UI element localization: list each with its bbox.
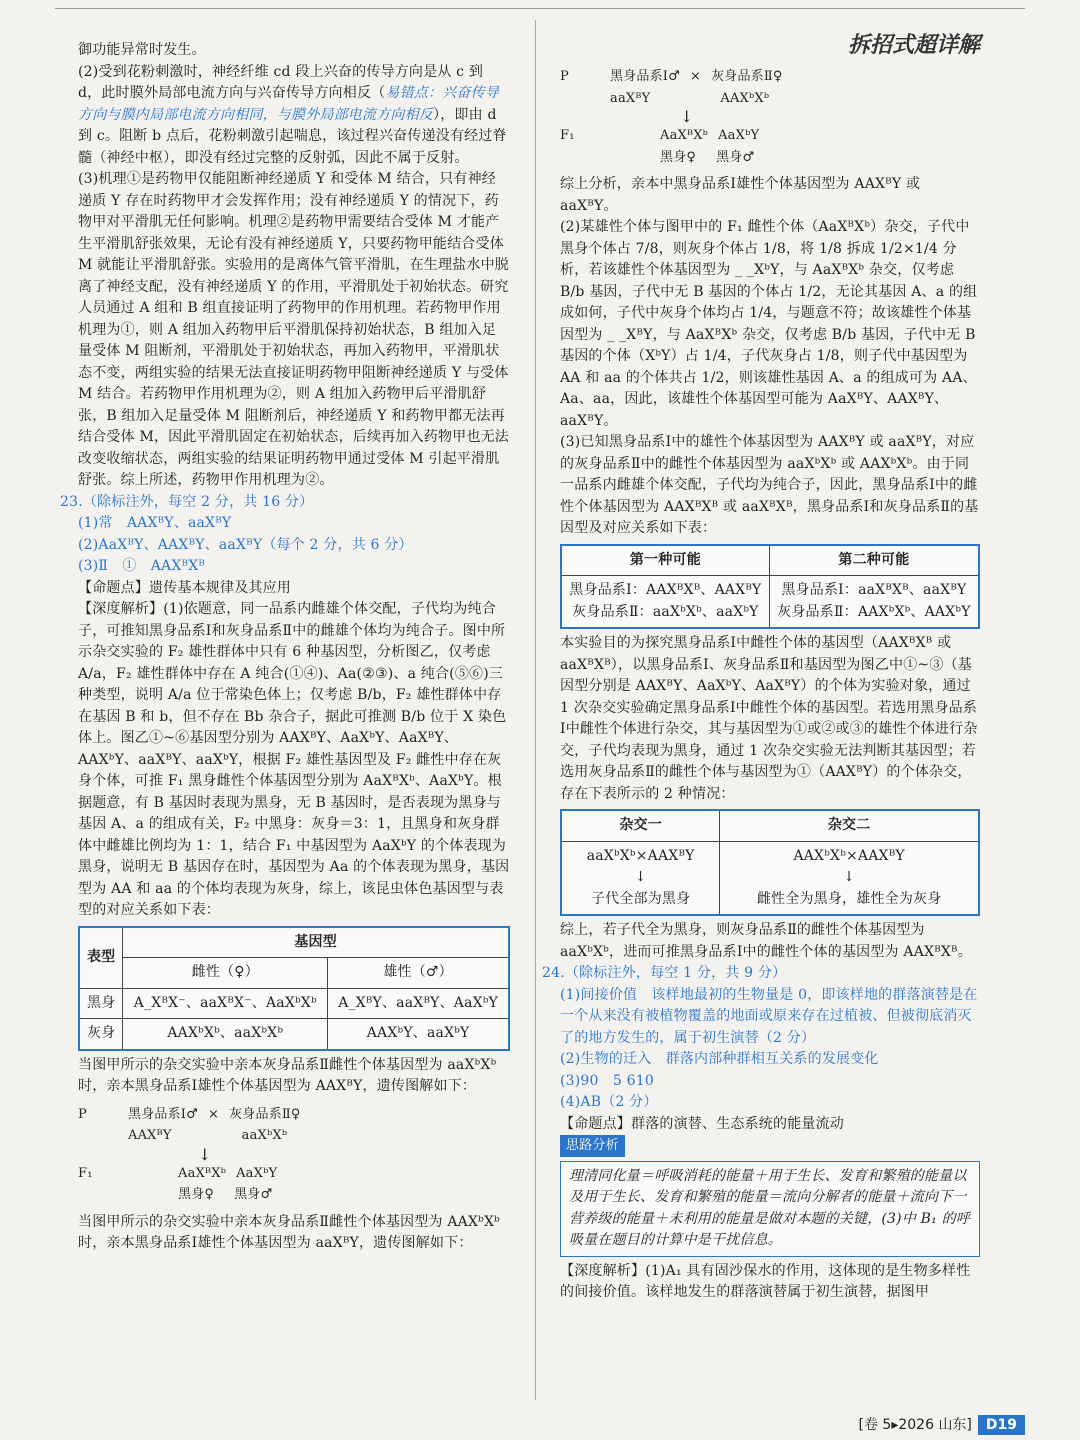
- genotype-table: [78, 926, 510, 1051]
- footer: [859, 1414, 1026, 1434]
- q23-point: 【命题点】遗传基本规律及其应用: [78, 579, 291, 596]
- top-rule: [55, 8, 1025, 9]
- th-genotype: 基因型: [123, 927, 509, 958]
- cross-diagram-2: P 黑身品系Ⅰ♂ × 灰身品系Ⅱ♀ aaXᴮY AAXᵇXᵇ ↓ F₁ AaXᴮXᵇ AaXᵇY 黑身♀ 黑身♂: [560, 66, 980, 168]
- cross-table: 杂交一 杂交二 aaXᵇXᵇ×AAXᴮY ↓ 子代全部为黑身 AAXᵇXᵇ×AAXᴮY ↓ 雌性全为黑身，雄性全为灰身: [560, 809, 980, 916]
- th-male: 雄性（♂）: [328, 958, 509, 989]
- q24-answer-4: (4)AB（2 分）: [560, 1094, 658, 1110]
- page-number: D19: [978, 1415, 1025, 1435]
- table-row: aaXᵇXᵇ×AAXᴮY ↓ 子代全部为黑身 AAXᵇXᵇ×AAXᴮY ↓ 雌性全为黑身，雄性全为灰身: [561, 841, 979, 915]
- q24-answer-2: (2)生物的迁入 群落内部种群相互关系的发展变化: [560, 1051, 879, 1067]
- q23-answer-3: (3)Ⅱ ① AAXᴮXᴮ: [78, 558, 206, 574]
- q23-answer-1: (1)常 AAXᴮY、aaXᴮY: [78, 515, 232, 531]
- table-row: 黑身 A_XᴮX⁻、aaXᴮX⁻、AaXᵇXᵇ A_XᴮY、aaXᴮY、AaXᵇY: [79, 988, 509, 1019]
- q24-deep-analysis: 【深度解析】(1)A₁ 具有固沙保水的作用，这体现的是生物多样性的间接价值。该样地发生的群落演替属于初生演替，据图甲: [560, 1262, 971, 1300]
- table-row: 黑身品系Ⅰ：AAXᴮXᴮ、AAXᴮY 灰身品系Ⅱ：aaXᵇXᵇ、aaXᵇY 黑身品系Ⅰ：aaXᴮXᴮ、aaXᴮY 灰身品系Ⅱ：AAXᵇXᵇ、AAXᵇY: [561, 576, 979, 629]
- table-row: 灰身 AAXᵇXᵇ、aaXᵇXᵇ AAXᵇY、aaXᵇY: [79, 1019, 509, 1050]
- left-column: [60, 40, 510, 1255]
- down-arrow-icon: ↓: [198, 1144, 212, 1164]
- right-r4: 本实验目的为探究黑身品系Ⅰ中雌性个体的基因型（AAXᴮXᴮ 或 aaXᴮXᴮ），以黑身品系Ⅰ、灰身品系Ⅱ和基因型为图乙中①~③（基因型分别是 AAXᴮY、AaXᵇY、AaXᴮY）的个体为实验对象，通过 1 次杂交实验确定黑身品系Ⅰ中雌性个体的基因型。若选用黑身品系Ⅰ中雌性个体进行杂交，其与基因型为①或②或③的雄性个体进行杂交，子代均表现为黑身，通过 1 次杂交实验无法判断其基因型；若选用灰身品系Ⅱ的雌性个体与基因型为①（AAXᴮY）的个体杂交，存在下表所示的 2 种情况：: [560, 635, 978, 802]
- right-column: [542, 60, 980, 1304]
- error-note: 易错点：兴奋传导方向与膜内局部电流方向相同，与膜外局部电流方向相反: [78, 85, 499, 123]
- right-r5: 综上，若子代全为黑身，则灰身品系Ⅱ的雌性个体基因型为 aaXᵇXᵇ，进而可推黑身品系Ⅰ中的雌性个体的基因型为 AAXᴮXᴮ。: [560, 922, 972, 960]
- possibility-table: 第一种可能 第二种可能 黑身品系Ⅰ：AAXᴮXᴮ、AAXᴮY 灰身品系Ⅱ：aaXᵇXᵇ、aaXᵇY 黑身品系Ⅰ：aaXᴮXᴮ、aaXᴮY 灰身品系Ⅱ：AAXᵇXᵇ、AAXᵇY: [560, 544, 980, 630]
- q24-answer-1: (1)间接价值 该样地最初的生物量是 0，即该样地的群落演替是在一个从来没有被植物覆盖的地面或原来存在过植被、但被彻底消灭了的地方发生的，属于初生演替（2 分）: [560, 986, 978, 1046]
- right-r3: (3)已知黑身品系Ⅰ中的雄性个体基因型为 AAXᴮY 或 aaXᴮY，对应的灰身品系Ⅱ中的雌性个体基因型为 aaXᵇXᵇ 或 AAXᵇXᵇ。由于同一品系内雌雄个体交配，子代均为纯合子，因此，黑身品系Ⅰ中的雌性个体基因型为 AAXᴮXᴮ 或 aaXᴮXᴮ，黑身品系Ⅰ和灰身品系Ⅱ的基因型及对应关系如下表：: [560, 434, 979, 536]
- brand-title: 拆招式超详解: [847, 33, 980, 58]
- down-arrow-icon: ↓: [680, 107, 694, 126]
- cross-diagram-1: P 黑身品系Ⅰ♂ × 灰身品系Ⅱ♀ AAXᴮY aaXᵇXᵇ ↓ F₁ AaXᴮXᵇ AaXᵇY 黑身♀ 黑身♂: [78, 1104, 510, 1206]
- column-divider: [535, 20, 536, 1400]
- left-after1: 当图甲所示的杂交实验中亲本灰身品系Ⅱ雌性个体基因型为 aaXᵇXᵇ 时，亲本黑身品系Ⅰ雄性个体基因型为 AAXᴮY，遗传图解如下：: [78, 1056, 497, 1094]
- left-after2: 当图甲所示的杂交实验中亲本灰身品系Ⅱ雌性个体基因型为 AAXᵇXᵇ 时，亲本黑身品系Ⅰ雄性个体基因型为 aaXᴮY，遗传图解如下：: [78, 1213, 500, 1251]
- left-p2: (2)受到花粉刺激时，神经纤维 cd 段上兴奋的传导方向是从 c 到 d，此时膜外局部电流方向与兴奋传导方向相反（易错点：兴奋传导方向与膜内局部电流方向相同，与膜外局部电流方向相反），即由 d 到 c。阻断 b 点后，花粉刺激引起喘息，该过程兴奋传递没有经过脊髓（神经中枢），即没有经过完整的反射弧，因此不属于反射。: [78, 63, 507, 166]
- q23-deep-analysis: 【深度解析】(1)依题意，同一品系内雌雄个体交配，子代均为纯合子，可推知黑身品系Ⅰ和灰身品系Ⅱ中的雌雄个体均为纯合子。图中所示杂交实验的 F₂ 雄性群体中只有 6 种基因型，分析图乙，仅考虑 A/a，F₂ 雄性群体中存在 A 纯合(①④)、Aa(②③)、a 纯合(⑤⑥)三种类型，说明 A/a 位于常染色体上；仅考虑 B/b，F₂ 雄性群体中存在基因 B 和 b，但不存在 Bb 杂合子，据此可推测 B/b 位于 X 染色体上。图乙①~⑥基因型分别为 AAXᴮY、AaXᵇY、AaXᴮY、AAXᵇY、aaXᴮY、aaXᵇY，根据 F₂ 雄性基因型及 F₂ 雌性中存在灰身个体，可推 F₁ 黑身雌性个体基因型分别为 AaXᴮXᵇ、AaXᵇY。根据题意，有 B 基因时表现为黑身，无 B 基因时，是否表现为黑身与基因 A、a 的组成有关，F₂ 中黑身：灰身＝3：1，且黑身和灰身群体中雌雄比例均为 1：1，结合 F₁ 中基因型为 AaXᵇY 的个体表现为黑身，说明无 B 基因存在时，基因型为 Aa 的个体表现为黑身，基因型为 AA 和 aa 的个体均表现为灰身，综上，该昆虫体色基因型与表型的对应关系如下表：: [78, 601, 510, 918]
- right-r1: 综上分析，亲本中黑身品系Ⅰ雄性个体基因型为 AAXᴮY 或 aaXᴮY。: [560, 176, 921, 214]
- q23-header: 23.（除标注外，每空 2 分，共 16 分）: [60, 493, 314, 510]
- q24-answer-3: (3)90 5 610: [560, 1072, 654, 1089]
- right-r2: (2)某雄性个体与图甲中的 F₁ 雌性个体（AaXᴮXᵇ）杂交，子代中黑身个体占 7/8，则灰身个体占 1/8，将 1/8 拆成 1/2×1/4 分析，若该雄性个体基因型为 _ _XᵇY，与 AaXᴮXᵇ 杂交，仅考虑 B/b 基因，子代中无 B 基因的个体占 1/2，无论其基因 A、a 的组成如何，子代中灰身个体均占 1/4，与题意不符；故该雄性个体基因型为 _ _XᴮY，与 AaXᴮXᵇ 杂交，仅考虑 B/b 基因，子代中无 B 基因的个体（XᵇY）占 1/4，子代灰身占 1/8，则子代中基因型为 AA 和 aa 的个体共占 1/2，则该雄性基因 A、a 的组成可为 AA、Aa、aa，因此，该雄性个体基因型可能为 AaXᴮY、AAXᴮY、aaXᴮY。: [560, 219, 978, 429]
- q23-answer-2: (2)AaXᴮY、AAXᴮY、aaXᴮY（每个 2 分，共 6 分）: [78, 536, 413, 553]
- volume-label: [卷 5▸2026 山东]: [858, 1417, 972, 1433]
- th-phenotype: 表型: [79, 927, 123, 989]
- analysis-label: 思路分析: [560, 1135, 625, 1157]
- q24-point: 【命题点】群落的演替、生态系统的能量流动: [560, 1115, 844, 1132]
- analysis-box: 理清同化量＝呼吸消耗的能量＋用于生长、发育和繁殖的能量以及用于生长、发育和繁殖的能量＝流向分解者的能量＋流向下一营养级的能量＋未利用的能量是做对本题的关键，(3)中 B₁ 的呼吸量在题目的计算中是干扰信息。: [560, 1161, 980, 1257]
- th-female: 雌性（♀）: [123, 958, 328, 989]
- left-p3: (3)机理①是药物甲仅能阻断神经递质 Y 和受体 M 结合，只有神经递质 Y 存在时药物甲才会发挥作用；没有神经递质 Y 的情况下，药物甲对平滑肌无任何影响。机理②是药物甲需要结合受体 M 才能产生平滑肌舒张效果，无论有没有神经递质 Y，只要药物甲能结合受体 M 就能让平滑肌舒张。实验用的是离体气管平滑肌，在生理盐水中脱离了神经支配，没有神经递质 Y 的作用，平滑肌处于初始状态。研究人员通过 A 组和 B 组直接证明了药物甲的作用机理。若药物甲作用机理为①，则 A 组加入药物甲后平滑肌保持初始状态，B 组加入足量受体 M 阻断剂，平滑肌处于初始状态，再加入药物甲，平滑肌状态不变，两组实验的结果无法直接证明药物甲阻断神经递质 Y 与受体 M 结合。若药物甲作用机理为②，则 A 组加入药物甲后平滑肌舒张，B 组加入足量受体 M 阻断剂后，神经递质 Y 和药物甲都无法再结合受体 M，因此平滑肌固定在初始状态，后续再加入药物甲也无法改变收缩状态，两组实验的结果证明药物甲通过受体 M 引起平滑肌舒张。综上所述，药物甲作用机理为②。: [78, 171, 509, 488]
- left-p1: 御功能异常时发生。: [78, 42, 206, 58]
- q24-header: 24.（除标注外，每空 1 分，共 9 分）: [542, 965, 787, 981]
